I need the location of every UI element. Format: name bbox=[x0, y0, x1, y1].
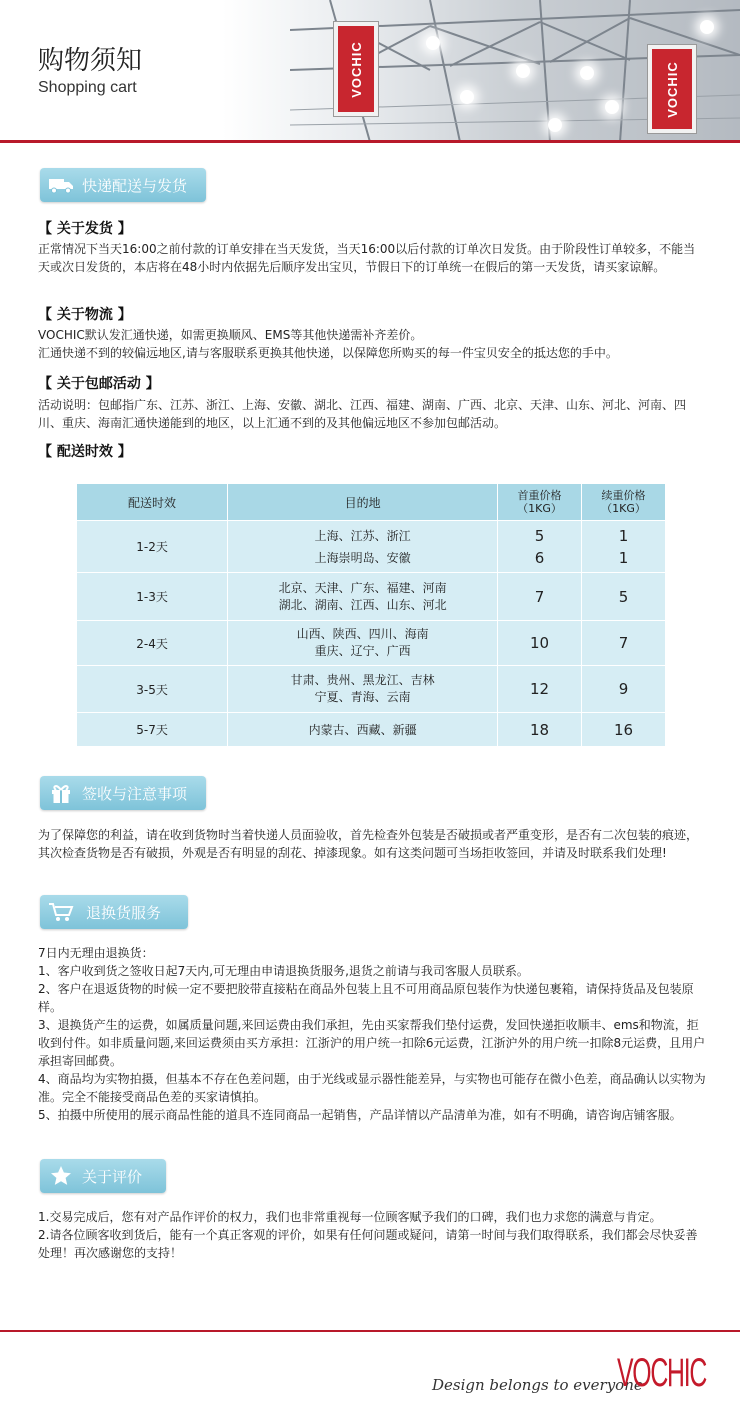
price-value: 6 bbox=[534, 548, 545, 567]
extra-weight-unit: （1KG） bbox=[601, 502, 646, 515]
time-cell: 1-3天 bbox=[77, 573, 228, 621]
destination-line: 北京、天津、广东、福建、河南 bbox=[278, 580, 447, 595]
returns-badge bbox=[40, 895, 188, 929]
returns-badge-label: 退换货服务 bbox=[86, 903, 162, 922]
page-subtitle: Shopping cart bbox=[38, 79, 137, 96]
column-header-extra-weight bbox=[582, 484, 666, 521]
time-cell: 5-7天 bbox=[77, 713, 228, 747]
spotlight-icon bbox=[548, 118, 562, 132]
first-weight-unit: （1KG） bbox=[517, 502, 562, 515]
returns-intro: 7日内无理由退换货： bbox=[38, 946, 154, 960]
delivery-time-table bbox=[76, 483, 666, 747]
returns-item: 2、客户在退返货物的时候一定不要把胶带直接粘在商品外包装上且不可用商品原包装作为快递包裹箱，请保持货品及包装原样。 bbox=[38, 982, 694, 1014]
logistics-text bbox=[38, 326, 706, 362]
spotlight-icon bbox=[605, 100, 619, 114]
column-header-first-weight bbox=[498, 484, 582, 521]
destination-line: 宁夏、青海、云南 bbox=[314, 690, 411, 704]
returns-item: 5、拍摄中所使用的展示商品性能的道具不连同商品一起销售，产品详情以产品清单为准，如有不明确，请咨询店铺客服。 bbox=[38, 1108, 682, 1122]
returns-text bbox=[38, 944, 706, 1124]
review-item: 2.请各位顾客收到货后，能有一个真正客观的评价，如果有任何问题或疑问，请第一时间与我们取得联系，我们都会尽快妥善处理！再次感谢您的支持！ bbox=[38, 1228, 698, 1260]
delivery-time-heading: 【 配送时效 】 bbox=[38, 444, 132, 460]
first-weight-cell: 10 bbox=[498, 621, 582, 666]
vochic-sign-right bbox=[648, 45, 696, 133]
destination-line: 山西、陕西、四川、海南 bbox=[296, 627, 429, 641]
shipping-badge bbox=[40, 168, 206, 202]
returns-item: 1、客户收到货之签收日起7天内,可无理由申请退换货服务,退货之前请与我司客服人员联系。 bbox=[38, 964, 529, 978]
destination-line: 湖北、湖南、江西、山东、河北 bbox=[278, 597, 447, 612]
free-shipping-text: 活动说明：包邮指广东、江苏、浙江、上海、安徽、湖北、江西、福建、湖南、广西、北京、天津、山东、河北、河南、四川、重庆、海南汇通快递能到的地区，以上汇通不到的及其他偏远地区不参加包邮活动。 bbox=[38, 398, 687, 430]
sign-text: VOCHIC bbox=[348, 40, 364, 98]
destination-cell bbox=[228, 521, 498, 573]
footer-logo: VOCHIC bbox=[617, 1351, 707, 1395]
logistics-line: VOCHIC默认发汇通快递，如需更换顺风、EMS等其他快递需补齐差价。 bbox=[38, 328, 423, 342]
table-header-row bbox=[77, 484, 666, 521]
review-item: 1.交易完成后，您有对产品作评价的权力，我们也非常重视每一位顾客赋予我们的口碑，我们也力求您的满意与肯定。 bbox=[38, 1210, 662, 1224]
review-text bbox=[38, 1208, 706, 1262]
returns-item: 4、商品均为实物拍摄，但基本不存在色差问题，由于光线或显示器性能差异，与实物也可能存在微小色差，商品确认以实物为准。完全不能接受商品色差的买家请慎拍。 bbox=[38, 1072, 706, 1104]
sign-text: VOCHIC bbox=[664, 60, 680, 118]
spotlight-icon bbox=[516, 64, 530, 78]
first-weight-cell: 12 bbox=[498, 666, 582, 713]
gift-icon bbox=[48, 782, 74, 804]
dispatch-heading: 【 关于发货 】 bbox=[38, 221, 132, 237]
returns-item: 3、退换货产生的运费，如属质量问题,来回运费由我们承担，先由买家帮我们垫付运费，发回快递拒收顺丰、ems和物流，拒收到付件。如非质量问题,来回运费须由买方承担：江浙沪的用户统一扣除6元运费，江浙沪外的用户统一扣除8元运费，且用户承担寄回邮费。 bbox=[38, 1018, 706, 1068]
shipping-badge-label: 快递配送与发货 bbox=[82, 176, 188, 195]
review-badge bbox=[40, 1159, 166, 1193]
header-divider bbox=[0, 140, 740, 143]
spotlight-icon bbox=[460, 90, 474, 104]
table-row bbox=[77, 573, 666, 621]
extra-weight-cell: 7 bbox=[582, 621, 666, 666]
spotlight-icon bbox=[580, 66, 594, 80]
table-row bbox=[77, 713, 666, 747]
spotlight-icon bbox=[426, 36, 440, 50]
free-shipping-heading: 【 关于包邮活动 】 bbox=[38, 376, 160, 392]
table-row bbox=[77, 666, 666, 713]
header-banner bbox=[0, 0, 740, 142]
destination-cell bbox=[228, 573, 498, 621]
time-cell: 1-2天 bbox=[77, 521, 228, 573]
first-weight-label: 首重价格 bbox=[517, 489, 562, 502]
time-cell: 3-5天 bbox=[77, 666, 228, 713]
time-cell: 2-4天 bbox=[77, 621, 228, 666]
vochic-sign-left bbox=[334, 22, 378, 116]
dispatch-text: 正常情况下当天16:00之前付款的订单安排在当天发货，当天16:00以后付款的订单次日发货。由于阶段性订单较多，不能当天或次日发货的，本店将在48小时内依据先后顺序发出宝贝，节假日下的订单统一在假后的第一天发货，请买家谅解。 bbox=[38, 242, 696, 274]
review-badge-label: 关于评价 bbox=[82, 1167, 143, 1186]
extra-weight-cell: 16 bbox=[582, 713, 666, 747]
spotlight-icon bbox=[700, 20, 714, 34]
destination-line: 重庆、辽宁、广西 bbox=[314, 644, 411, 658]
receipt-badge-label: 签收与注意事项 bbox=[82, 784, 188, 803]
extra-weight-cell: 9 bbox=[582, 666, 666, 713]
column-header-time: 配送时效 bbox=[77, 484, 228, 521]
column-header-destination: 目的地 bbox=[228, 484, 498, 521]
logistics-heading: 【 关于物流 】 bbox=[38, 307, 132, 323]
table-row bbox=[77, 521, 666, 573]
destination-line: 甘肃、贵州、黑龙江、吉林 bbox=[290, 673, 435, 687]
destination-cell bbox=[228, 666, 498, 713]
table-row bbox=[77, 621, 666, 666]
footer-tagline: Design belongs to everyone bbox=[432, 1376, 643, 1394]
extra-weight-cell: 5 bbox=[582, 573, 666, 621]
price-value: 5 bbox=[534, 526, 545, 545]
first-weight-cell: 18 bbox=[498, 713, 582, 747]
receipt-badge bbox=[40, 776, 206, 810]
logistics-line: 汇通快递不到的较偏远地区,请与客服联系更换其他快递，以保障您所购买的每一件宝贝安全的抵达您的手中。 bbox=[38, 346, 618, 360]
extra-weight-cell bbox=[582, 521, 666, 573]
price-value: 1 bbox=[618, 548, 629, 567]
first-weight-cell: 7 bbox=[498, 573, 582, 621]
destination-cell: 内蒙古、西藏、新疆 bbox=[228, 713, 498, 747]
truck-icon bbox=[48, 174, 74, 196]
page-title: 购物须知 bbox=[38, 46, 143, 76]
footer-divider bbox=[0, 1330, 740, 1332]
receipt-text: 为了保障您的利益，请在收到货物时当着快递人员面验收，首先检查外包装是否破损或者严重变形，是否有二次包装的痕迹，其次检查货物是否有破损，外观是否有明显的刮花、掉漆现象。如有这类问题可当场拒收签回，并请及时联系我们处理! bbox=[38, 828, 699, 860]
destination-line: 上海、江苏、浙江 bbox=[314, 528, 411, 543]
extra-weight-label: 续重价格 bbox=[601, 489, 646, 502]
destination-cell bbox=[228, 621, 498, 666]
cart-icon bbox=[48, 901, 74, 923]
price-value: 1 bbox=[618, 526, 629, 545]
first-weight-cell bbox=[498, 521, 582, 573]
star-icon bbox=[48, 1165, 74, 1187]
destination-line: 上海崇明岛、安徽 bbox=[314, 550, 411, 565]
